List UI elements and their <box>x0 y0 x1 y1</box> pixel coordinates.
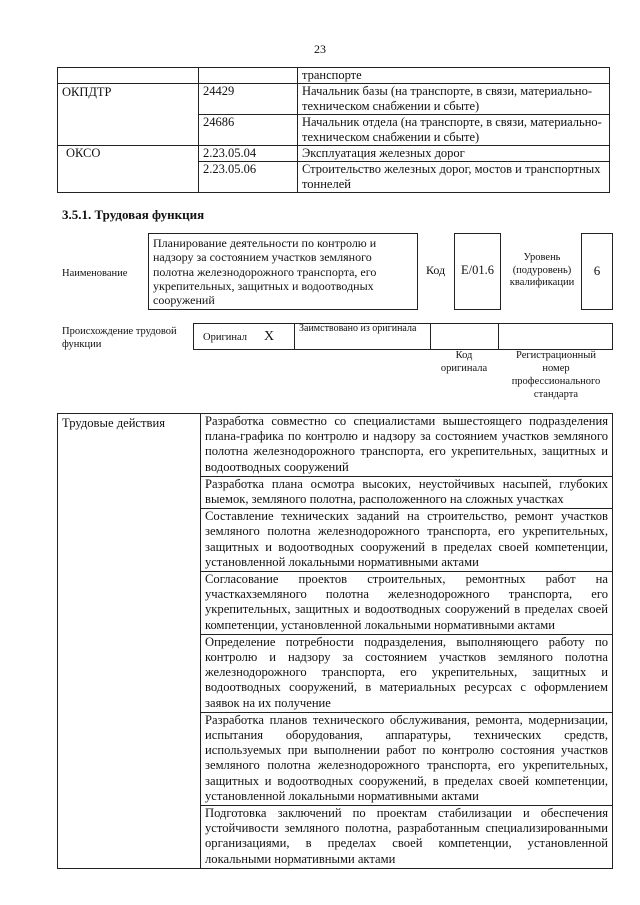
qualification-level: 6 <box>593 263 601 278</box>
level-box <box>581 233 613 310</box>
labor-action-item: Разработка совместно со специалистами вышестоящего подразделения плана-графика по контролю и надзору за состоянием участков земляного полотна железнодорожного транспорта, его укрепительных, защитных и водоотводных сооружений <box>201 414 613 477</box>
labor-action-item: Определение потребности подразделения, выполняющего работу по контролю и надзору за состоянием участков земляного полотна железнодорожного транспорта, его укрепительных, защитных и водоотводных сооружений, в материальных ресурсах с оформлением заявок на их получение <box>201 634 613 712</box>
classifier-cell <box>58 68 199 84</box>
borrowed-label: Заимствовано из оригинала <box>299 323 417 334</box>
labor-action-item: Разработка плана осмотра высоких, неустойчивых насыпей, глубоких выемок, земляного полотна, расположенного на сложных участках <box>201 476 613 508</box>
labor-action-item: Составление технических заданий на строительство, ремонт участков земляного полотна железнодорожного транспорта, его укрепительных, защитных и водоотводных сооружений в пределах своей компетенции, установленной локальными нормативными актами <box>201 509 613 572</box>
classifier-code: 2.23.05.06 <box>199 162 298 193</box>
classifier-code: 24686 <box>199 115 298 146</box>
classifier-text: транспорте <box>298 68 610 84</box>
table-row <box>58 68 610 84</box>
table-row <box>58 146 610 162</box>
name-box <box>148 233 418 310</box>
origin-divider <box>193 323 194 349</box>
origin-label: Происхождение трудовой функции <box>62 326 177 350</box>
labor-action-item: Подготовка заключений по проектам стабилизации и обеспечения устойчивости земляного полотна, разработанным специализированными организациями, в пределах своей компетенции, установленной локальными нормативными актами <box>201 806 613 869</box>
labor-action-item: Согласование проектов строительных, ремонтных работ на участкахземляного полотна железнодорожного транспорта, его укрепительных, защитных и водоотводных сооружений в пределах своей компетенции, установленной локальными нормативными актами <box>201 572 613 635</box>
code-original-caption: Код оригинала <box>440 350 488 374</box>
table-row <box>58 414 613 477</box>
section-heading: 3.5.1. Трудовая функция <box>62 207 205 222</box>
code-box <box>454 233 501 310</box>
labor-actions-label: Трудовые действия <box>58 414 201 869</box>
classifier-code: 2.23.05.04 <box>199 146 298 162</box>
classifier-code <box>199 68 298 84</box>
classifier-text: Строительство железных дорог, мостов и транспортных тоннелей <box>298 162 610 193</box>
level-label: Уровень (подуровень) квалификации <box>509 252 575 288</box>
name-label: Наименование <box>62 268 128 279</box>
classifier-text: Начальник отдела (на транспорте, в связи, материально-техническом снабжении и сбыте) <box>298 115 610 146</box>
reg-number-caption: Регистрационный номер профессионального стандарта <box>511 350 601 400</box>
table-row <box>58 84 610 115</box>
page-number: 23 <box>314 42 326 56</box>
function-name: Планирование деятельности по контролю и надзору за состоянием участков земляного полотна железнодорожного транспорта, его укрепительных, защитных и водоотводных сооружений <box>153 236 377 308</box>
original-label: Оригинал <box>203 332 247 343</box>
classifier-name-okso: ОКСО <box>58 146 199 193</box>
classifier-text: Начальник базы (на транспорте, в связи, материально-техническом снабжении и сбыте) <box>298 84 610 115</box>
labor-action-item: Разработка планов технического обслуживания, ремонта, модернизации, испытания оборудования, аппаратуры, технических средств, используемых при выполнении работ по контролю состояния участков земляного полотна железнодорожного транспорта, его укрепительных, защитных и водоотводных сооружений, в пределах своей компетенции, установленной локальными нормативными актами <box>201 712 613 805</box>
classifier-code: 24429 <box>199 84 298 115</box>
origin-divider <box>430 323 431 349</box>
labor-actions-table <box>57 413 613 869</box>
function-code: E/01.6 <box>461 263 494 277</box>
origin-divider <box>294 323 295 349</box>
code-label: Код <box>426 263 446 277</box>
original-mark: X <box>264 329 275 344</box>
classifier-name-okpdtr: ОКПДТР <box>58 84 199 146</box>
classifier-table <box>57 67 610 193</box>
origin-divider <box>498 323 499 349</box>
classifier-text: Эксплуатация железных дорог <box>298 146 610 162</box>
